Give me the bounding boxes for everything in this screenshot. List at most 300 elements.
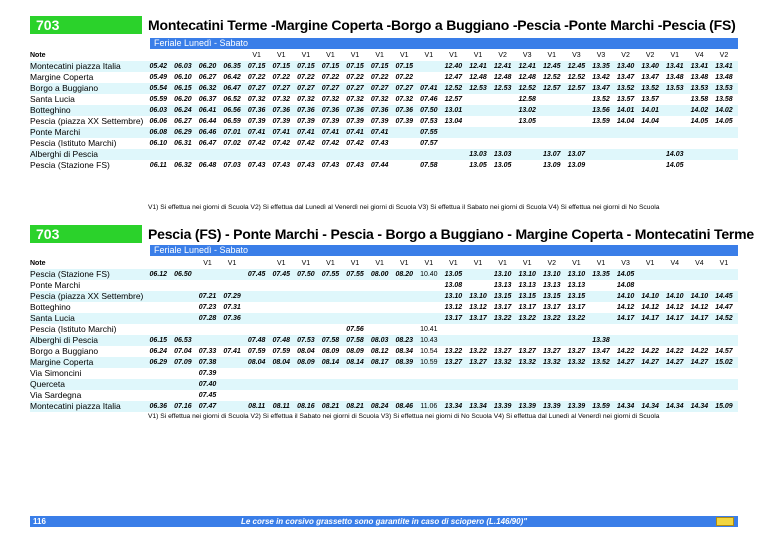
departure-time: 13.22 [444, 348, 463, 355]
departure-time: 13.34 [469, 403, 487, 410]
note-code: V1 [375, 260, 384, 267]
departure-time: 14.27 [690, 359, 709, 366]
departure-time: 13.15 [493, 293, 512, 300]
departure-time: 07.03 [223, 162, 241, 169]
departure-time: 13.05 [444, 271, 463, 278]
departure-time: 12.57 [567, 85, 586, 92]
departure-time: 12.48 [493, 74, 512, 81]
departure-time: 13.56 [592, 107, 610, 114]
departure-time: 13.53 [715, 85, 733, 92]
departure-time: 07.41 [370, 129, 389, 136]
departure-time: 13.15 [567, 293, 586, 300]
departure-time: 14.34 [641, 403, 659, 410]
departure-time: 08.04 [272, 359, 291, 366]
departure-time: 14.27 [641, 359, 659, 366]
departure-time: 12.52 [543, 74, 561, 81]
departure-time: 13.59 [592, 118, 610, 125]
notes-header-row [30, 258, 738, 269]
note-code: V2 [621, 52, 630, 59]
departure-time: 08.03 [370, 337, 389, 344]
departure-time: 14.27 [666, 359, 684, 366]
departure-time: 07.43 [346, 162, 364, 169]
departure-time: 13.17 [543, 304, 561, 311]
departure-time: 14.12 [641, 304, 659, 311]
departure-time: 07.50 [420, 107, 438, 114]
departure-time: 07.39 [321, 118, 340, 125]
departure-time: 06.31 [174, 140, 192, 147]
departure-time: 07.36 [346, 107, 364, 114]
departure-time: 07.16 [174, 403, 192, 410]
departure-time: 07.39 [247, 118, 266, 125]
departure-time: 07.55 [346, 271, 364, 278]
route-title: Montecatini Terme -Margine Coperta -Borgo a Buggiano -Pescia -Ponte Marchi -Pescia (FS) [148, 17, 736, 33]
departure-time: 13.22 [469, 348, 487, 355]
departure-time: 07.39 [198, 370, 217, 377]
departure-time: 06.06 [149, 118, 168, 125]
departure-time: 14.05 [715, 118, 733, 125]
departure-time: 14.27 [616, 359, 635, 366]
departure-time: 07.22 [272, 74, 291, 81]
departure-time: 14.02 [715, 107, 733, 114]
departure-time: 07.41 [272, 129, 291, 136]
note-code: V2 [645, 52, 655, 59]
departure-time: 12.52 [567, 74, 586, 81]
note-code: V1 [252, 52, 261, 59]
departure-time: 07.22 [395, 74, 413, 81]
departure-time: 13.10 [444, 293, 463, 300]
departure-time: 13.39 [567, 403, 586, 410]
departure-time: 14.01 [641, 107, 659, 114]
departure-time: 07.43 [272, 162, 291, 169]
departure-time: 12.48 [469, 74, 487, 81]
departure-time: 08.09 [297, 359, 315, 366]
note-code: V1 [498, 260, 507, 267]
page-number: 116 [33, 517, 46, 526]
departure-time: 10.59 [420, 359, 438, 366]
notes-header-row [30, 50, 738, 61]
departure-time: 13.07 [543, 151, 561, 158]
note-code: V1 [473, 260, 483, 267]
departure-time: 07.59 [247, 348, 266, 355]
note-code: V1 [301, 260, 311, 267]
departure-time: 13.10 [469, 293, 487, 300]
timetable-return [30, 225, 754, 420]
departure-time: 14.10 [690, 293, 709, 300]
note-code: V3 [572, 52, 581, 59]
strike-guarantee-notice: Le corse in corsivo grassetto sono garantite in caso di sciopero (L.146/90)" [240, 517, 528, 526]
departure-time: 13.12 [444, 304, 463, 311]
departure-time: 07.22 [247, 74, 266, 81]
departure-time: 07.39 [272, 118, 291, 125]
departure-time: 12.57 [444, 96, 463, 103]
note-code: V1 [424, 260, 434, 267]
departure-time: 14.22 [641, 348, 659, 355]
table-row [30, 390, 738, 401]
departure-time: 07.29 [223, 293, 241, 300]
departure-time: 14.10 [616, 293, 635, 300]
note-code: V1 [572, 260, 581, 267]
departure-time: 13.17 [518, 304, 536, 311]
departure-time: 06.24 [174, 107, 192, 114]
departure-time: 06.29 [174, 129, 192, 136]
departure-time: 07.58 [346, 337, 364, 344]
departure-time: 13.52 [641, 85, 659, 92]
departure-time: 07.04 [174, 348, 192, 355]
note-code: V1 [350, 260, 360, 267]
departure-time: 13.02 [518, 107, 536, 114]
departure-time: 13.41 [666, 63, 684, 70]
departure-time: 07.59 [272, 348, 291, 355]
departure-time: 08.46 [395, 403, 413, 410]
departure-time: 07.22 [321, 74, 340, 81]
departure-time: 06.36 [149, 403, 168, 410]
departure-time: 13.27 [543, 348, 561, 355]
note-code: V1 [326, 52, 335, 59]
departure-time: 07.32 [247, 96, 266, 103]
departure-time: 13.05 [493, 162, 512, 169]
departure-time: 08.14 [346, 359, 364, 366]
note-code: V1 [449, 260, 458, 267]
table-row [30, 105, 738, 116]
departure-time: 07.43 [297, 162, 315, 169]
departure-time: 13.40 [641, 63, 659, 70]
departure-time: 07.27 [346, 85, 364, 92]
departure-time: 08.04 [297, 348, 315, 355]
departure-time: 14.57 [715, 348, 733, 355]
departure-time: 08.24 [370, 403, 389, 410]
departure-time: 13.59 [592, 403, 610, 410]
departure-time: 07.42 [346, 140, 364, 147]
departure-time: 07.15 [395, 63, 413, 70]
route-title: Pescia (FS) - Ponte Marchi - Pescia - Borgo a Buggiano - Margine Coperta - Montecatini Terme [148, 226, 754, 242]
departure-time: 07.42 [247, 140, 266, 147]
departure-time: 06.42 [223, 74, 241, 81]
service-period-bar: Feriale Lunedì - Sabato [150, 38, 738, 49]
departure-time: 07.42 [321, 140, 340, 147]
departure-time: 12.41 [469, 63, 487, 70]
departure-time: 07.40 [198, 381, 217, 388]
departure-time: 14.17 [690, 315, 709, 322]
table-row [30, 61, 738, 72]
departure-time: 07.33 [198, 348, 217, 355]
note-code: V1 [276, 260, 286, 267]
departure-time: 07.44 [370, 162, 389, 169]
note-code: V1 [399, 52, 409, 59]
departure-time: 14.12 [616, 304, 635, 311]
departure-time: 06.37 [198, 96, 217, 103]
stop-name: Via Simoncini [30, 368, 82, 378]
timetable-grid [30, 258, 738, 412]
departure-time: 07.31 [223, 304, 241, 311]
departure-time: 14.34 [666, 403, 684, 410]
departure-time: 07.39 [346, 118, 364, 125]
page-footer [30, 516, 738, 527]
departure-time: 07.41 [223, 348, 241, 355]
departure-time: 07.45 [198, 392, 217, 399]
departure-time: 13.48 [715, 74, 733, 81]
departure-time: 06.29 [149, 359, 168, 366]
departure-time: 07.15 [297, 63, 315, 70]
stop-name: Borgo a Buggiano [30, 83, 99, 93]
departure-time: 14.34 [616, 403, 635, 410]
departure-time: 13.58 [715, 96, 733, 103]
note-code: V1 [719, 260, 729, 267]
departure-time: 14.45 [715, 293, 733, 300]
note-code: V4 [695, 52, 704, 59]
departure-time: 08.16 [297, 403, 315, 410]
stop-name: Santa Lucia [30, 94, 75, 104]
stop-name: Alberghi di Pescia [30, 149, 99, 159]
departure-time: 05.59 [149, 96, 168, 103]
departure-time: 08.14 [321, 359, 340, 366]
stop-name: Montecatini piazza Italia [30, 401, 121, 411]
note-code: V4 [670, 260, 680, 267]
departure-time: 07.41 [297, 129, 315, 136]
departure-time: 07.27 [370, 85, 389, 92]
departure-time: 14.12 [690, 304, 709, 311]
departure-time: 13.22 [543, 315, 561, 322]
departure-time: 06.03 [149, 107, 168, 114]
table-row [30, 346, 738, 357]
departure-time: 07.27 [297, 85, 315, 92]
departure-time: 14.17 [616, 315, 635, 322]
departure-time: 13.13 [543, 282, 561, 289]
departure-time: 13.58 [690, 96, 709, 103]
departure-time: 08.39 [395, 359, 413, 366]
line-number-badge: 703 [30, 16, 142, 34]
departure-time: 12.45 [543, 63, 561, 70]
departure-time: 07.36 [321, 107, 340, 114]
departure-time: 13.35 [592, 271, 610, 278]
departure-time: 07.43 [247, 162, 266, 169]
departure-time: 12.40 [444, 63, 463, 70]
departure-time: 14.04 [641, 118, 659, 125]
departure-time: 08.21 [346, 403, 364, 410]
departure-time: 07.22 [370, 74, 389, 81]
departure-time: 13.15 [518, 293, 536, 300]
departure-time: 13.52 [592, 359, 610, 366]
departure-time: 13.35 [592, 63, 610, 70]
departure-time: 13.47 [592, 348, 610, 355]
departure-time: 14.22 [690, 348, 709, 355]
departure-time: 13.10 [518, 271, 536, 278]
departure-time: 14.52 [715, 315, 733, 322]
departure-time: 07.36 [223, 315, 241, 322]
departure-time: 13.17 [469, 315, 487, 322]
departure-time: 14.05 [666, 162, 684, 169]
stop-name: Borgo a Buggiano [30, 346, 99, 356]
departure-time: 06.47 [223, 85, 241, 92]
departure-time: 07.48 [247, 337, 266, 344]
departure-time: 05.42 [149, 63, 168, 70]
departure-time: 13.17 [567, 304, 586, 311]
departure-time: 07.47 [198, 403, 217, 410]
departure-time: 07.32 [346, 96, 364, 103]
departure-time: 07.46 [420, 96, 438, 103]
note-code: V1 [424, 52, 434, 59]
departure-time: 12.53 [469, 85, 487, 92]
departure-time: 13.17 [493, 304, 512, 311]
note-code: V1 [227, 260, 237, 267]
departure-time: 14.08 [616, 282, 635, 289]
departure-time: 08.09 [346, 348, 364, 355]
departure-time: 13.39 [518, 403, 536, 410]
departure-time: 06.03 [174, 63, 192, 70]
departure-time: 07.41 [247, 129, 266, 136]
departure-time: 13.09 [567, 162, 586, 169]
departure-time: 13.57 [616, 96, 635, 103]
table-row [30, 324, 738, 335]
departure-time: 06.24 [149, 348, 168, 355]
departure-time: 08.12 [370, 348, 389, 355]
departure-time: 07.56 [346, 326, 364, 333]
stop-name: Botteghino [30, 302, 71, 312]
departure-time: 06.32 [198, 85, 217, 92]
table-row [30, 138, 738, 149]
departure-time: 14.22 [616, 348, 635, 355]
departure-time: 07.42 [297, 140, 315, 147]
departure-time: 07.41 [321, 129, 340, 136]
note-code: V1 [645, 260, 655, 267]
departure-time: 06.50 [174, 271, 192, 278]
timetable-header [30, 225, 754, 245]
stop-name: Alberghi di Pescia [30, 335, 99, 345]
departure-time: 07.15 [247, 63, 266, 70]
departure-time: 13.32 [543, 359, 561, 366]
note-code: V1 [276, 52, 286, 59]
departure-time: 06.08 [149, 129, 168, 136]
stop-name: Via Sardegna [30, 390, 82, 400]
table-row [30, 280, 738, 291]
departure-time: 06.48 [198, 162, 217, 169]
departure-time: 14.10 [641, 293, 659, 300]
departure-time: 12.58 [518, 96, 536, 103]
departure-time: 06.52 [223, 96, 241, 103]
stop-name: Botteghino [30, 105, 71, 115]
departure-time: 12.57 [543, 85, 561, 92]
departure-time: 08.23 [395, 337, 413, 344]
table-row [30, 335, 738, 346]
departure-time: 13.27 [493, 348, 512, 355]
stop-name: Querceta [30, 379, 65, 389]
departure-time: 08.34 [395, 348, 413, 355]
departure-time: 07.22 [346, 74, 364, 81]
departure-time: 12.41 [518, 63, 536, 70]
departure-time: 07.55 [420, 129, 438, 136]
table-row [30, 160, 738, 171]
departure-time: 07.36 [395, 107, 413, 114]
note-code: V1 [522, 260, 532, 267]
departure-time: 07.21 [198, 293, 217, 300]
departure-time: 13.22 [567, 315, 586, 322]
departure-time: 13.52 [592, 96, 610, 103]
departure-time: 13.27 [469, 359, 487, 366]
note-code: V3 [621, 260, 630, 267]
departure-time: 07.36 [370, 107, 389, 114]
note-code: V1 [547, 52, 557, 59]
departure-time: 07.02 [223, 140, 241, 147]
departure-time: 12.52 [444, 85, 463, 92]
departure-time: 06.46 [198, 129, 217, 136]
departure-time: 07.45 [247, 271, 266, 278]
departure-time: 14.02 [690, 107, 709, 114]
departure-time: 13.03 [469, 151, 487, 158]
departure-time: 08.11 [248, 403, 266, 410]
table-row [30, 83, 738, 94]
departure-time: 13.41 [715, 63, 733, 70]
departure-time: 07.01 [223, 129, 241, 136]
departure-time: 07.27 [272, 85, 291, 92]
departure-time: 12.48 [518, 74, 536, 81]
departure-time: 14.22 [666, 348, 684, 355]
departure-time: 13.10 [493, 271, 512, 278]
departure-time: 13.48 [666, 74, 684, 81]
table-row [30, 302, 738, 313]
departure-time: 07.43 [370, 140, 389, 147]
note-code: V2 [498, 52, 507, 59]
departure-time: 14.05 [616, 271, 635, 278]
departure-time: 12.53 [493, 85, 512, 92]
departure-time: 07.41 [420, 85, 438, 92]
departure-time: 07.36 [297, 107, 315, 114]
table-row [30, 269, 738, 280]
note-code: V1 [203, 260, 212, 267]
departure-time: 07.22 [297, 74, 315, 81]
footnotes: V1) Si effettua nei giorni di Scuola V2) Si effettua il Sabato nei giorni di Scuola V3) Si effettua nei giorni di No Scuola V4) Si effettua dal Lunedì al Venerdì nei giorni di Scuola [148, 413, 660, 420]
departure-time: 13.42 [592, 74, 610, 81]
departure-time: 13.13 [518, 282, 536, 289]
departure-time: 08.20 [395, 271, 413, 278]
table-row [30, 94, 738, 105]
departure-time: 13.48 [690, 74, 709, 81]
departure-time: 08.00 [370, 271, 389, 278]
departure-time: 13.34 [444, 403, 463, 410]
departure-time: 07.32 [272, 96, 291, 103]
departure-time: 14.05 [690, 118, 709, 125]
departure-time: 13.27 [567, 348, 586, 355]
table-row [30, 379, 738, 390]
departure-time: 13.41 [690, 63, 709, 70]
departure-time: 13.22 [518, 315, 536, 322]
stop-name: Margine Coperta [30, 357, 94, 367]
departure-time: 07.32 [395, 96, 413, 103]
departure-time: 06.15 [174, 85, 192, 92]
departure-time: 11.06 [420, 403, 438, 410]
note-code: V1 [473, 52, 483, 59]
departure-time: 07.53 [297, 337, 315, 344]
departure-time: 13.22 [493, 315, 512, 322]
departure-time: 13.53 [666, 85, 684, 92]
departure-time: 14.12 [666, 304, 684, 311]
departure-time: 06.47 [198, 140, 217, 147]
departure-time: 13.39 [493, 403, 512, 410]
departure-time: 06.59 [223, 118, 241, 125]
departure-time: 10.40 [420, 271, 438, 278]
departure-time: 06.12 [149, 271, 168, 278]
departure-time: 15.02 [715, 359, 733, 366]
departure-time: 12.45 [567, 63, 586, 70]
departure-time: 07.50 [297, 271, 315, 278]
timetable-header [30, 16, 738, 36]
departure-time: 13.12 [469, 304, 487, 311]
notes-label: Note [30, 52, 46, 59]
departure-time: 07.09 [174, 359, 192, 366]
departure-time: 06.44 [198, 118, 217, 125]
departure-time: 14.17 [666, 315, 684, 322]
stop-name: Margine Coperta [30, 72, 94, 82]
stop-name: Ponte Marchi [30, 280, 81, 290]
departure-time: 13.13 [493, 282, 512, 289]
